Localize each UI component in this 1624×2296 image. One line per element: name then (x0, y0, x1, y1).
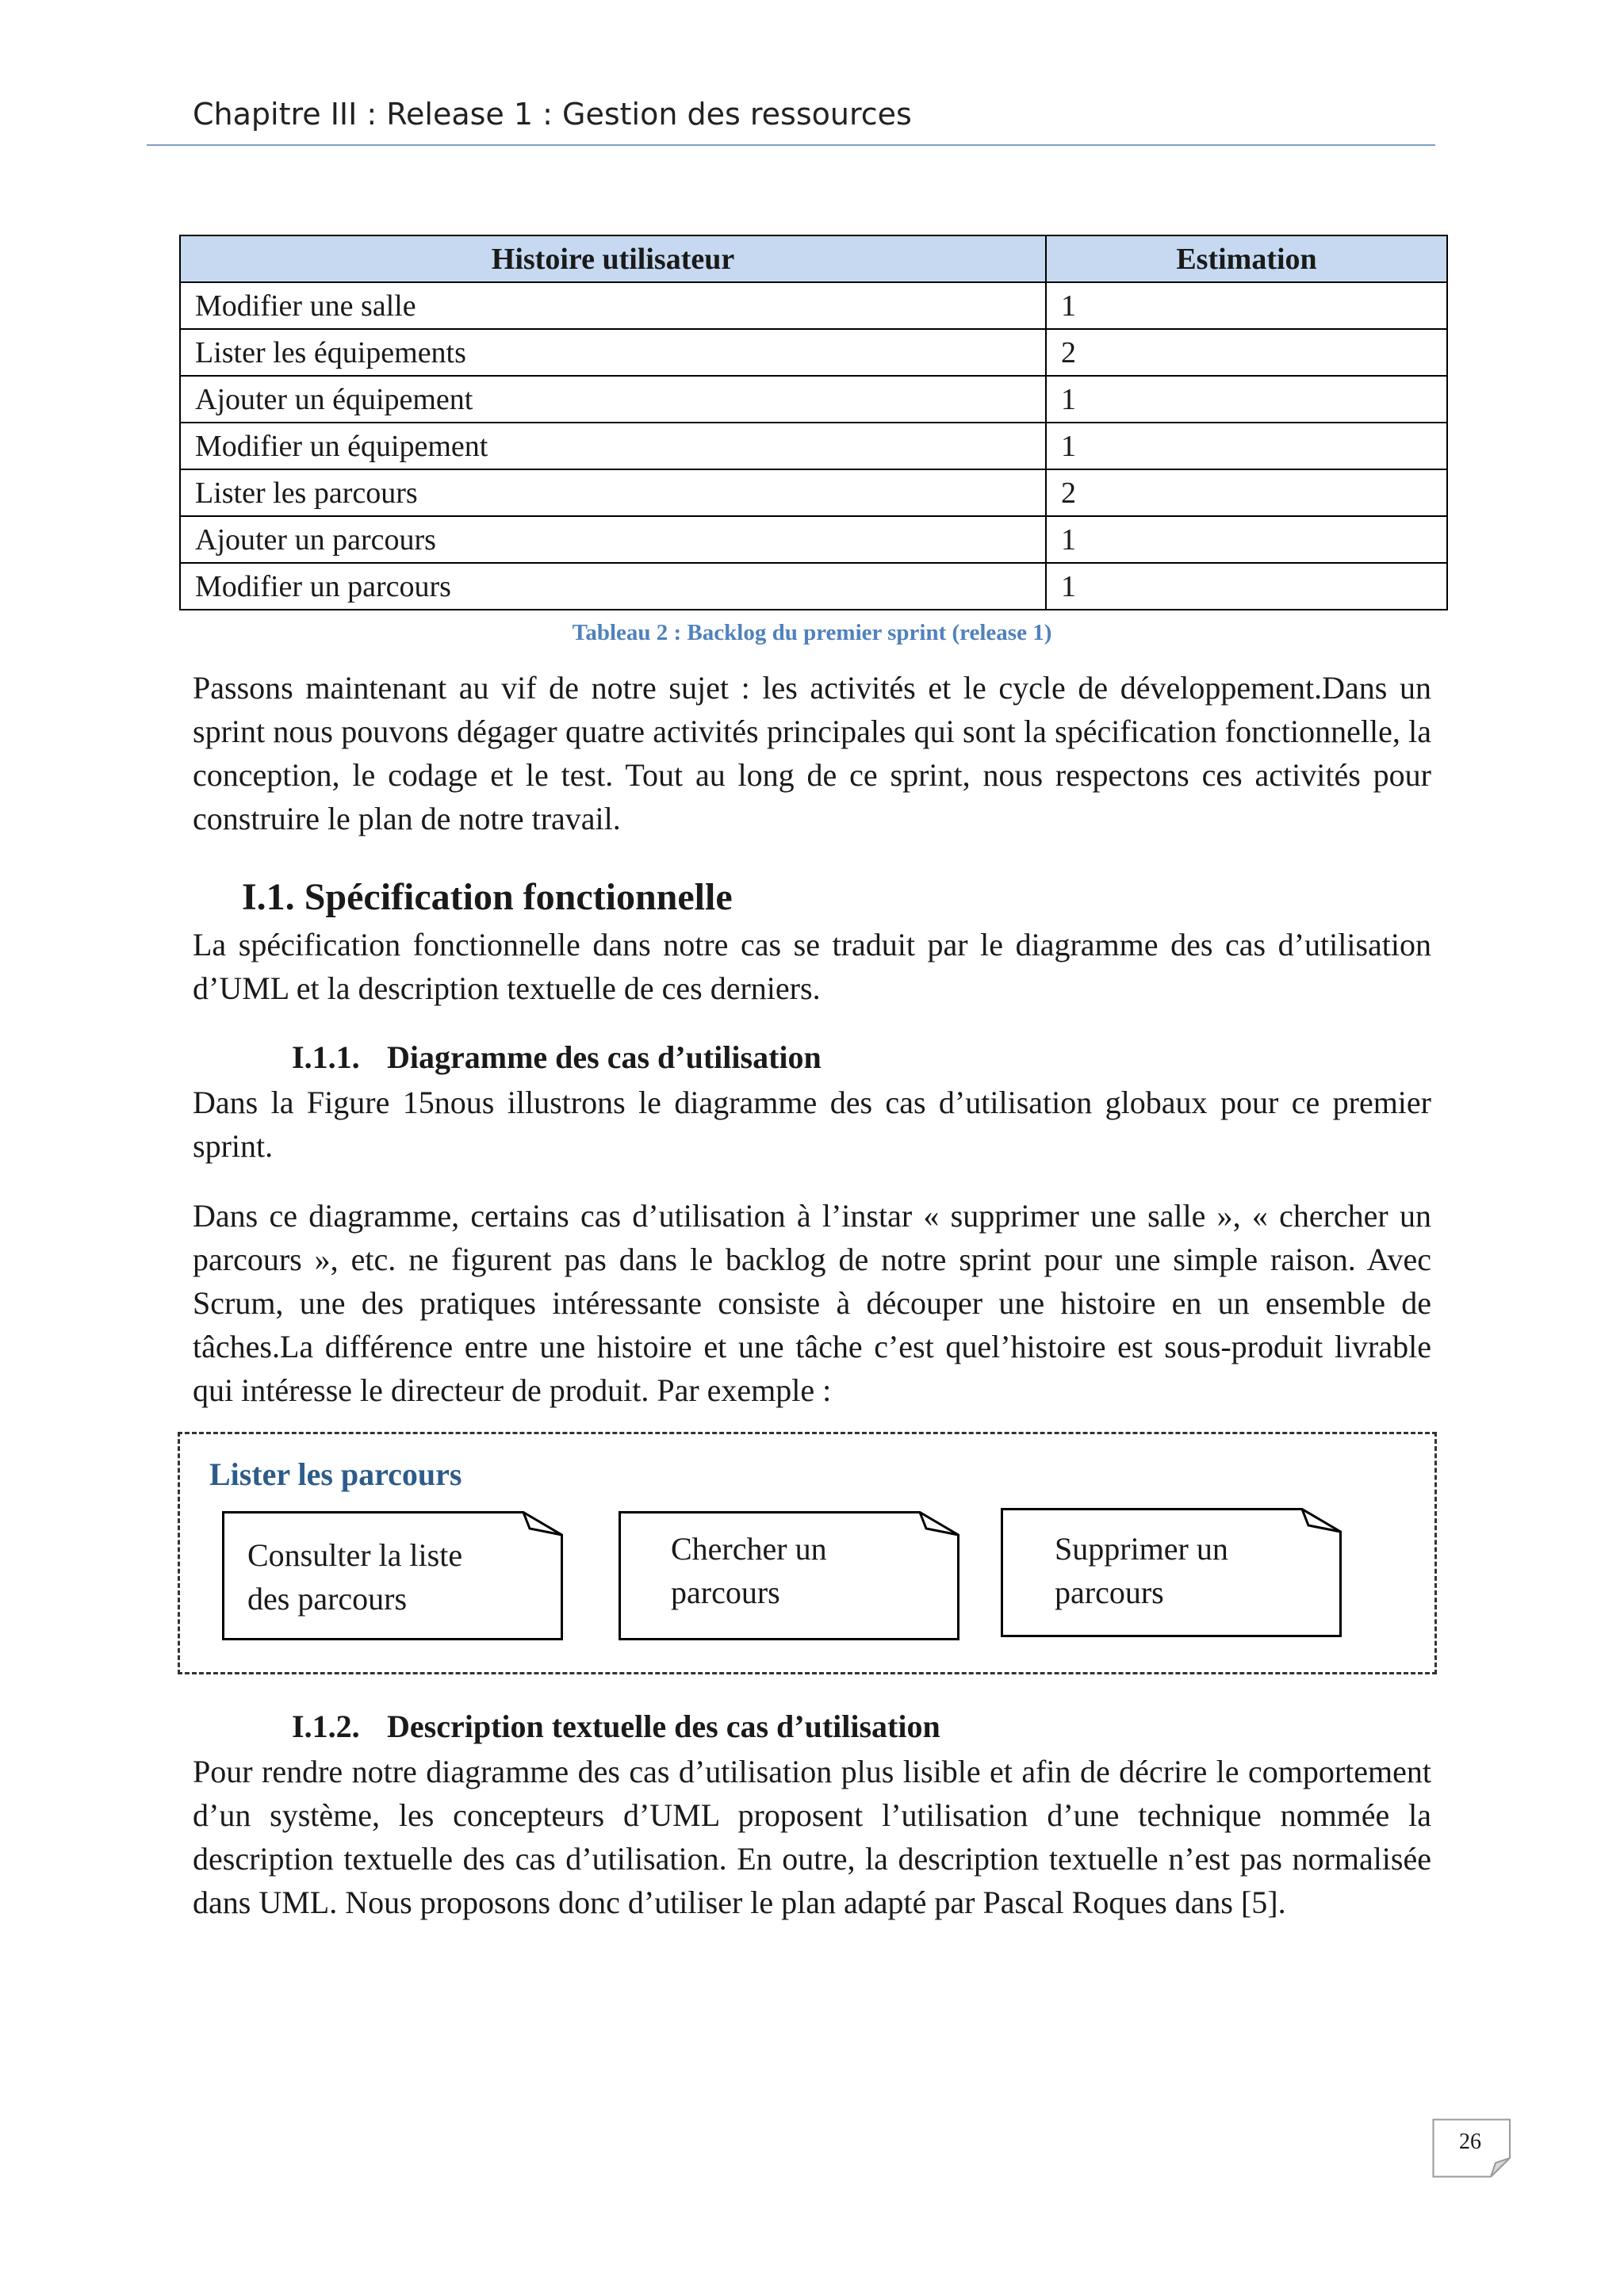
estimation-cell: 1 (1046, 516, 1447, 563)
story-cell: Modifier une salle (180, 282, 1046, 329)
page-number: 26 (1459, 2130, 1481, 2154)
table-row (180, 329, 1447, 376)
task-note-label: Chercher un parcours (671, 1531, 827, 1610)
estimation-cell: 1 (1046, 423, 1447, 469)
estimation-cell: 1 (1046, 376, 1447, 423)
table-row (180, 282, 1447, 329)
textual-description-paragraph: Pour rendre notre diagramme des cas d’utilisation plus lisible et afin de décrire le comportement d’un système, les concepteurs d’UML proposent l’utilisation d’une technique nommée la description textuelle des cas d’utilisation. En outre, la description textuelle n’est pas normalisée dans UML. Nous proposons donc d’utiliser le plan adapté par Pascal Roques dans [5]. (193, 1754, 1431, 1920)
story-cell: Ajouter un équipement (180, 376, 1046, 423)
table-row (180, 423, 1447, 469)
specification-paragraph: La spécification fonctionnelle dans notre cas se traduit par le diagramme des cas d’utilisation d’UML et la description textuelle de ces derniers. (193, 927, 1431, 1006)
diagram-paragraph-1: Dans la Figure 15nous illustrons le diagramme des cas d’utilisation globaux pour ce premier sprint. (193, 1085, 1431, 1164)
story-cell: Modifier un équipement (180, 423, 1046, 469)
task-note-delete (1001, 1508, 1342, 1637)
estimation-cell: 2 (1046, 469, 1447, 516)
backlog-table (179, 235, 1448, 610)
task-note-consult (222, 1511, 563, 1640)
table-row (180, 469, 1447, 516)
section-title: Spécification fonctionnelle (304, 876, 733, 918)
column-header-estimation: Estimation (1046, 235, 1447, 282)
table-header-row (180, 235, 1447, 282)
estimation-cell: 1 (1046, 563, 1447, 610)
task-note-search (619, 1511, 959, 1640)
subsection-title: Diagramme des cas d’utilisation (387, 1039, 822, 1075)
table-row (180, 563, 1447, 610)
task-note-label: Supprimer un parcours (1055, 1531, 1228, 1610)
table-caption: Tableau 2 : Backlog du premier sprint (release 1) (572, 620, 1052, 645)
subsection-number: I.1.1. (292, 1039, 360, 1075)
diagram-paragraph-2: Dans ce diagramme, certains cas d’utilisation à l’instar « supprimer une salle », « chercher un parcours », etc. ne figurent pas dans le backlog de notre sprint pour une simple raison. Avec Scrum, une des pratiques intéressante consiste à découper une histoire en un ensemble de tâches.La différence entre une histoire et une tâche c’est quel’histoire est sous-produit livrable qui intéresse le directeur de produit. Par exemple : (193, 1198, 1431, 1408)
estimation-cell: 2 (1046, 329, 1447, 376)
table-row (180, 376, 1447, 423)
section-number: I.1. (242, 876, 295, 918)
column-header-story: Histoire utilisateur (180, 235, 1046, 282)
page-header-title: Chapitre III : Release 1 : Gestion des ressources (193, 97, 912, 132)
table-row (180, 516, 1447, 563)
example-story-title: Lister les parcours (209, 1456, 462, 1492)
section-heading-specification (242, 875, 733, 919)
subsection-number: I.1.2. (292, 1709, 360, 1744)
story-cell: Lister les équipements (180, 329, 1046, 376)
story-cell: Ajouter un parcours (180, 516, 1046, 563)
header-rule (147, 144, 1435, 146)
task-note-label: Consulter la liste des parcours (247, 1537, 463, 1617)
subsection-heading-textual (292, 1708, 940, 1745)
page-number-box (1432, 2118, 1511, 2178)
subsection-heading-diagram (292, 1039, 822, 1076)
subsection-title: Description textuelle des cas d’utilisation (387, 1709, 940, 1744)
story-cell: Lister les parcours (180, 469, 1046, 516)
intro-paragraph: Passons maintenant au vif de notre sujet : les activités et le cycle de développement.Dans un sprint nous pouvons dégager quatre activités principales qui sont la spécification fonctionnelle, la conception, le codage et le test. Tout au long de ce sprint, nous respectons ces activités pour construire le plan de notre travail. (193, 670, 1431, 836)
estimation-cell: 1 (1046, 282, 1447, 329)
story-cell: Modifier un parcours (180, 563, 1046, 610)
